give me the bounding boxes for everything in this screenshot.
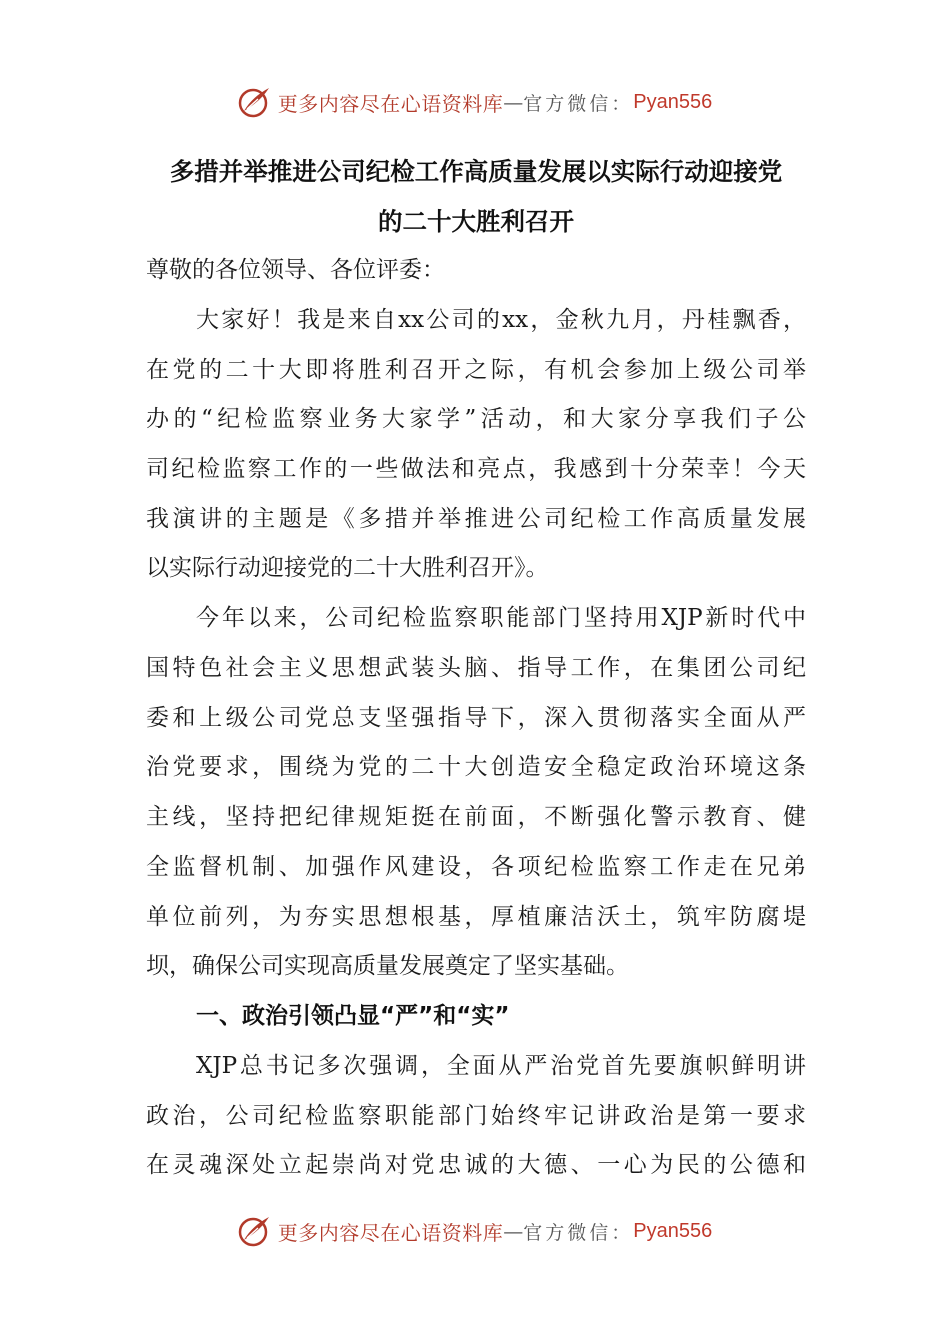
watermark-wechat-id: Pyan556 [633, 1219, 713, 1242]
watermark-label: 官方微信： [523, 1221, 634, 1244]
paragraph-1-line: 我演讲的主题是《多措并举推进公司纪检工作高质量发展 [146, 506, 806, 532]
paragraph-2-line: 坝，确保公司实现高质量发展奠定了坚实基础。 [146, 953, 629, 979]
paragraph-2-line: 国特色社会主义思想武装头脑、指导工作，在集团公司纪 [146, 655, 806, 681]
watermark-text: 更多内容尽在心语资料库 [277, 91, 504, 116]
paragraph-2-line: 全监督机制、加强作风建设，各项纪检监察工作走在兄弟 [146, 854, 806, 880]
paragraph-2-line: 委和上级公司党总支坚强指导下，深入贯彻落实全面从严 [146, 705, 806, 731]
document-title-line-1: 多措并举推进公司纪检工作高质量发展以实际行动迎接党 [169, 157, 783, 186]
paragraph-2-line: 主线，坚持把纪律规矩挺在前面，不断强化警示教育、健 [146, 804, 806, 830]
watermark-footer [0, 1211, 950, 1251]
quill-logo-icon [238, 85, 272, 119]
watermark-header [0, 82, 950, 122]
paragraph-1-line: 在党的二十大即将胜利召开之际，有机会参加上级公司举 [146, 357, 806, 383]
paragraph-3-line: XJP总书记多次强调，全面从严治党首先要旗帜鲜明讲 [196, 1053, 806, 1079]
watermark-text: 更多内容尽在心语资料库 [277, 1220, 504, 1245]
watermark-wechat-id: Pyan556 [633, 90, 713, 113]
paragraph-2-line: 今年以来，公司纪检监察职能部门坚持用XJP新时代中 [196, 605, 806, 631]
document-title-line-2: 的二十大胜利召开 [378, 207, 574, 236]
paragraph-1-line: 大家好！我是来自xx公司的xx，金秋九月，丹桂飘香， [196, 307, 806, 333]
paragraph-1-line: 办的“纪检监察业务大家学”活动，和大家分享我们子公 [146, 406, 806, 432]
paragraph-3-line: 在灵魂深处立起崇尚对党忠诚的大德、一心为民的公德和 [146, 1152, 806, 1178]
paragraph-3-line: 政治，公司纪检监察职能部门始终牢记讲政治是第一要求 [146, 1103, 806, 1129]
watermark-separator: — [503, 90, 524, 114]
quill-logo-icon [238, 1214, 272, 1248]
watermark-separator: — [503, 1219, 524, 1243]
section-heading-1: 一、政治引领凸显“严”和“实” [196, 1003, 510, 1029]
watermark-label: 官方微信： [523, 92, 634, 115]
paragraph-2-line: 单位前列，为夯实思想根基，厚植廉洁沃土，筑牢防腐堤 [146, 904, 806, 930]
paragraph-1-line: 以实际行动迎接党的二十大胜利召开》。 [146, 555, 549, 581]
paragraph-1-line: 司纪检监察工作的一些做法和亮点，我感到十分荣幸！今天 [146, 456, 806, 482]
salutation: 尊敬的各位领导、各位评委： [146, 257, 445, 283]
paragraph-2-line: 治党要求，围绕为党的二十大创造安全稳定政治环境这条 [146, 754, 806, 780]
